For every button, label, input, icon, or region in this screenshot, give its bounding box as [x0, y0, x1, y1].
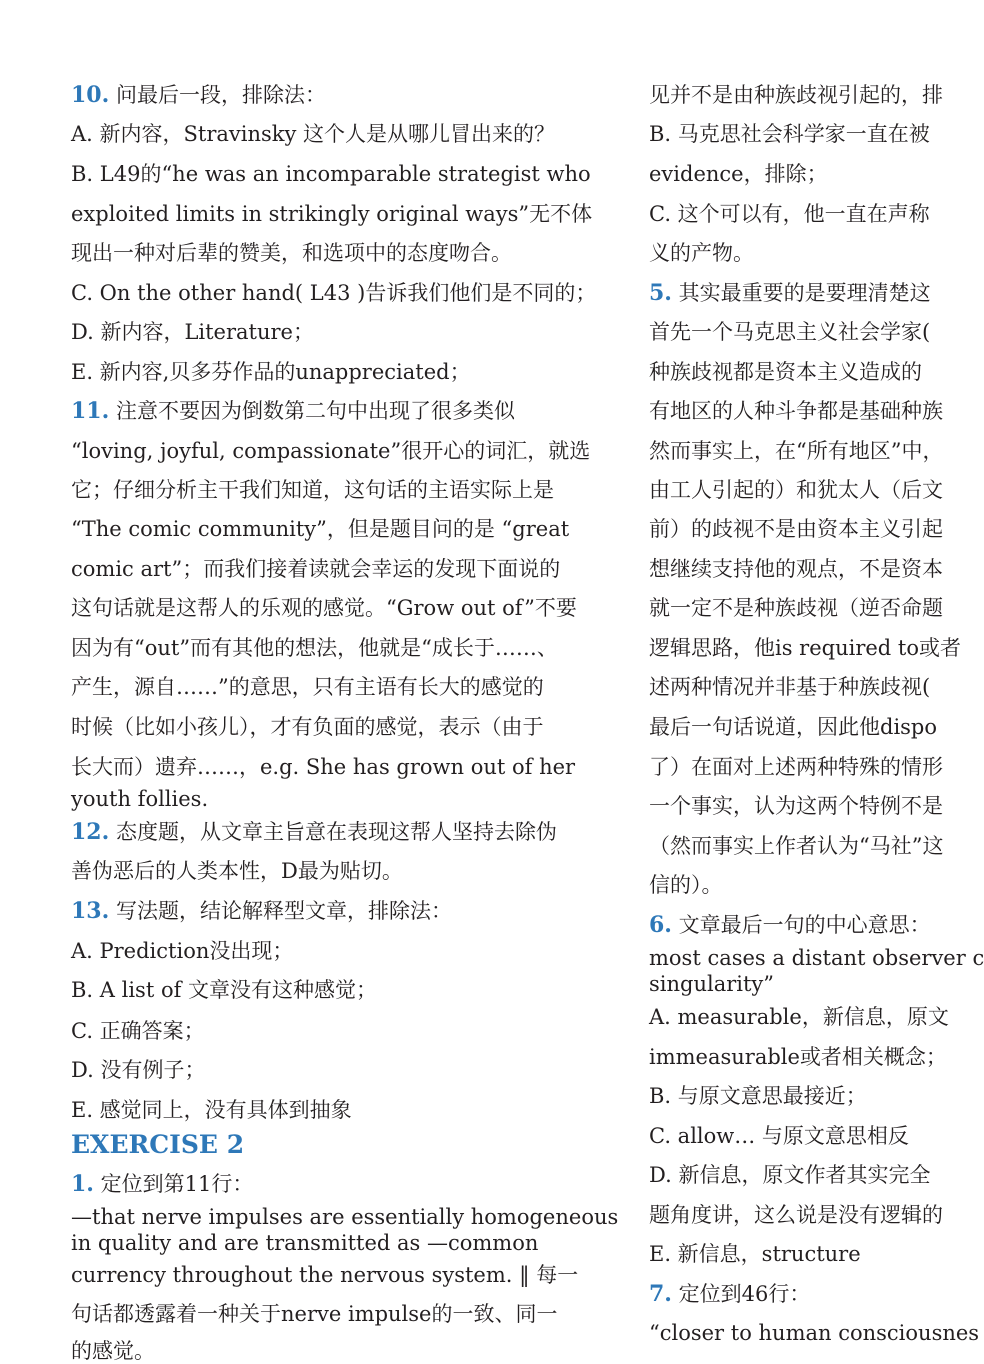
line-text: 善伪恶后的人类本性，D最为贴切。 — [71, 859, 403, 883]
question-number: 1. — [71, 1171, 94, 1197]
text-line — [71, 438, 590, 464]
text-line — [71, 201, 592, 227]
question-number: 11. — [71, 398, 110, 424]
line-text: 这句话就是这帮人的乐观的感觉。“Grow out of”不要 — [71, 596, 577, 620]
line-text: most cases a distant observer c — [649, 946, 984, 970]
line-text: currency throughout the nervous system. ‖ 每一 — [71, 1263, 579, 1287]
text-line — [71, 161, 591, 187]
line-text: 问最后一段，排除法： — [109, 83, 326, 107]
text-line — [71, 121, 555, 147]
text-line — [71, 1338, 155, 1364]
text-line — [71, 240, 512, 266]
text-line — [649, 82, 943, 108]
line-text: E. 新信息，structure — [649, 1242, 861, 1266]
section-heading: EXERCISE 2 — [71, 1130, 245, 1159]
line-text: 述两种情况并非基于种族歧视( — [649, 675, 931, 699]
line-text: A. Prediction没出现； — [71, 939, 294, 963]
text-line — [649, 319, 930, 345]
right-column — [600, 0, 984, 1345]
text-line — [71, 1204, 618, 1230]
line-text: 定位到46行： — [671, 1282, 811, 1306]
line-text: C. allow… 与原文意思相反 — [649, 1124, 909, 1148]
question-line — [71, 82, 326, 108]
line-text: 文章最后一句的中心意思： — [671, 913, 931, 937]
text-line — [649, 971, 774, 997]
text-line — [649, 398, 943, 424]
text-line — [71, 635, 558, 661]
line-text: E. 感觉同上，没有具体到抽象 — [71, 1098, 352, 1122]
line-text: “The comic community”，但是题目问的是 “great — [71, 517, 570, 541]
text-line — [71, 754, 575, 780]
question-line — [649, 280, 931, 306]
line-text: 想继续支持他的观点，不是资本 — [649, 557, 943, 581]
line-text: 长大而）遗弃……，e.g. She has grown out of her — [71, 755, 576, 779]
text-line — [71, 1018, 205, 1044]
line-text: C. On the other hand( L43 )告诉我们他们是不同的； — [71, 281, 597, 305]
line-text: singularity” — [649, 972, 775, 996]
line-text: B. 马克思社会科学家一直在被 — [649, 122, 930, 146]
line-text: 逻辑思路，他is required to或者 — [649, 636, 961, 660]
text-line — [649, 1162, 930, 1188]
text-line — [649, 359, 922, 385]
question-number: 13. — [71, 898, 110, 924]
text-line — [71, 977, 377, 1003]
text-line — [649, 793, 943, 819]
line-text: 它；仔细分析主干我们知道，这句话的主语实际上是 — [71, 478, 554, 502]
line-text: C. 这个可以有，他一直在声称 — [649, 202, 930, 226]
line-text: 了）在面对上述两种特殊的情形 — [649, 755, 943, 779]
question-number: 12. — [71, 819, 110, 845]
line-text: B. 与原文意思最接近； — [649, 1084, 867, 1108]
line-text: A. 新内容，Stravinsky 这个人是从哪儿冒出来的？ — [71, 122, 556, 146]
text-line — [71, 1301, 557, 1327]
question-number: 10. — [71, 82, 110, 108]
line-text: immeasurable或者相关概念； — [649, 1045, 947, 1069]
line-text: 态度题，从文章主旨意在表现这帮人坚持去除伪 — [109, 820, 557, 844]
line-text: 因为有“out”而有其他的想法，他就是“成长于……、 — [71, 636, 558, 660]
text-line — [71, 786, 208, 812]
text-line — [649, 240, 754, 266]
question-line — [71, 819, 557, 845]
text-line — [649, 945, 984, 971]
question-line — [649, 912, 931, 938]
text-line — [649, 438, 943, 464]
question-number: 6. — [649, 912, 672, 938]
line-text: D. 新信息，原文作者其实完全 — [649, 1163, 931, 1187]
line-text: comic art”；而我们接着读就会幸运的发现下面说的 — [71, 557, 561, 581]
line-text: 注意不要因为倒数第二句中出现了很多类似 — [109, 399, 515, 423]
text-line — [649, 1123, 909, 1149]
line-text: 句话都透露着一种关于nerve impulse的一致、同一 — [71, 1302, 558, 1326]
line-text: 其实最重要的是要理清楚这 — [671, 281, 931, 305]
line-text: 现出一种对后辈的赞美，和选项中的态度吻合。 — [71, 241, 512, 265]
text-line — [71, 280, 596, 306]
line-text: “closer to human consciousnes — [649, 1321, 980, 1345]
line-text: 最后一句话说道，因此他dispo — [649, 715, 938, 739]
line-text: in quality and are transmitted as —common — [71, 1231, 539, 1255]
text-line — [649, 1202, 943, 1228]
line-text: “loving, joyful, compassionate”很开心的词汇，就选 — [71, 439, 591, 463]
text-line — [649, 1044, 947, 1070]
line-text: B. L49的“he was an incomparable strategist who — [71, 162, 591, 186]
text-line — [649, 1320, 979, 1346]
text-line — [71, 1262, 578, 1288]
text-line — [649, 161, 828, 187]
line-text: 的感觉。 — [71, 1339, 155, 1363]
line-text: 定位到第11行： — [93, 1172, 254, 1196]
line-text: 时候（比如小孩儿），才有负面的感觉，表示（由于 — [71, 715, 544, 739]
line-text: C. 正确答案； — [71, 1019, 205, 1043]
line-text: D. 新内容，Literature； — [71, 320, 314, 344]
line-text: 题角度讲，这么说是没有逻辑的 — [649, 1203, 943, 1227]
line-text: 见并不是由种族歧视引起的，排 — [649, 83, 943, 107]
line-text: 前）的歧视不是由资本主义引起 — [649, 517, 943, 541]
text-line — [71, 714, 544, 740]
text-line — [649, 1004, 949, 1030]
line-text: 有地区的人种斗争都是基础种族 — [649, 399, 943, 423]
line-text: evidence，排除； — [649, 162, 828, 186]
question-line — [71, 398, 515, 424]
text-line — [649, 635, 961, 661]
text-line — [71, 674, 544, 700]
line-text: E. 新内容,贝多芬作品的unappreciated； — [71, 360, 471, 384]
text-line — [71, 1057, 205, 1083]
text-line — [71, 858, 403, 884]
line-text: 然而事实上，在“所有地区”中， — [649, 439, 944, 463]
text-line — [71, 938, 293, 964]
text-line — [71, 556, 560, 582]
question-line — [71, 1171, 253, 1197]
line-text: 首先一个马克思主义社会学家( — [649, 320, 931, 344]
text-line — [649, 201, 930, 227]
question-line — [649, 1281, 810, 1307]
line-text: 产生，源自……”的意思，只有主语有长大的感觉的 — [71, 675, 544, 699]
text-line — [649, 477, 943, 503]
line-text: 写法题，结论解释型文章，排除法： — [109, 899, 452, 923]
line-text: 义的产物。 — [649, 241, 754, 265]
text-line — [71, 516, 569, 542]
text-line — [649, 595, 943, 621]
text-line — [649, 833, 943, 859]
text-line — [71, 319, 314, 345]
line-text: 种族歧视都是资本主义造成的 — [649, 360, 922, 384]
text-line — [649, 121, 930, 147]
question-line — [71, 898, 452, 924]
question-number: 7. — [649, 1281, 672, 1307]
text-line — [71, 1230, 538, 1256]
text-line — [649, 674, 930, 700]
line-text: 信的）。 — [649, 873, 723, 897]
text-line — [71, 477, 554, 503]
line-text: B. A list of 文章没有这种感觉； — [71, 978, 378, 1002]
text-line — [649, 872, 723, 898]
line-text: youth follies. — [71, 787, 209, 811]
line-text: （然而事实上作者认为“马社”这 — [649, 834, 944, 858]
text-line — [71, 1097, 352, 1123]
text-line — [649, 1241, 861, 1267]
question-number: 5. — [649, 280, 672, 306]
text-line — [649, 556, 943, 582]
line-text: D. 没有例子； — [71, 1058, 206, 1082]
text-line — [649, 516, 943, 542]
text-line — [649, 1083, 867, 1109]
line-text: 由工人引起的）和犹太人（后文 — [649, 478, 943, 502]
line-text: 一个事实，认为这两个特例不是 — [649, 794, 943, 818]
text-line — [71, 359, 471, 385]
line-text: A. measurable，新信息，原文 — [649, 1005, 949, 1029]
text-line — [649, 714, 937, 740]
line-text: —that nerve impulses are essentially homogeneous — [71, 1205, 619, 1229]
text-line — [649, 754, 943, 780]
line-text: exploited limits in strikingly original ways”无不体 — [71, 202, 593, 226]
text-line — [71, 595, 577, 621]
line-text: 就一定不是种族歧视（逆否命题 — [649, 596, 943, 620]
